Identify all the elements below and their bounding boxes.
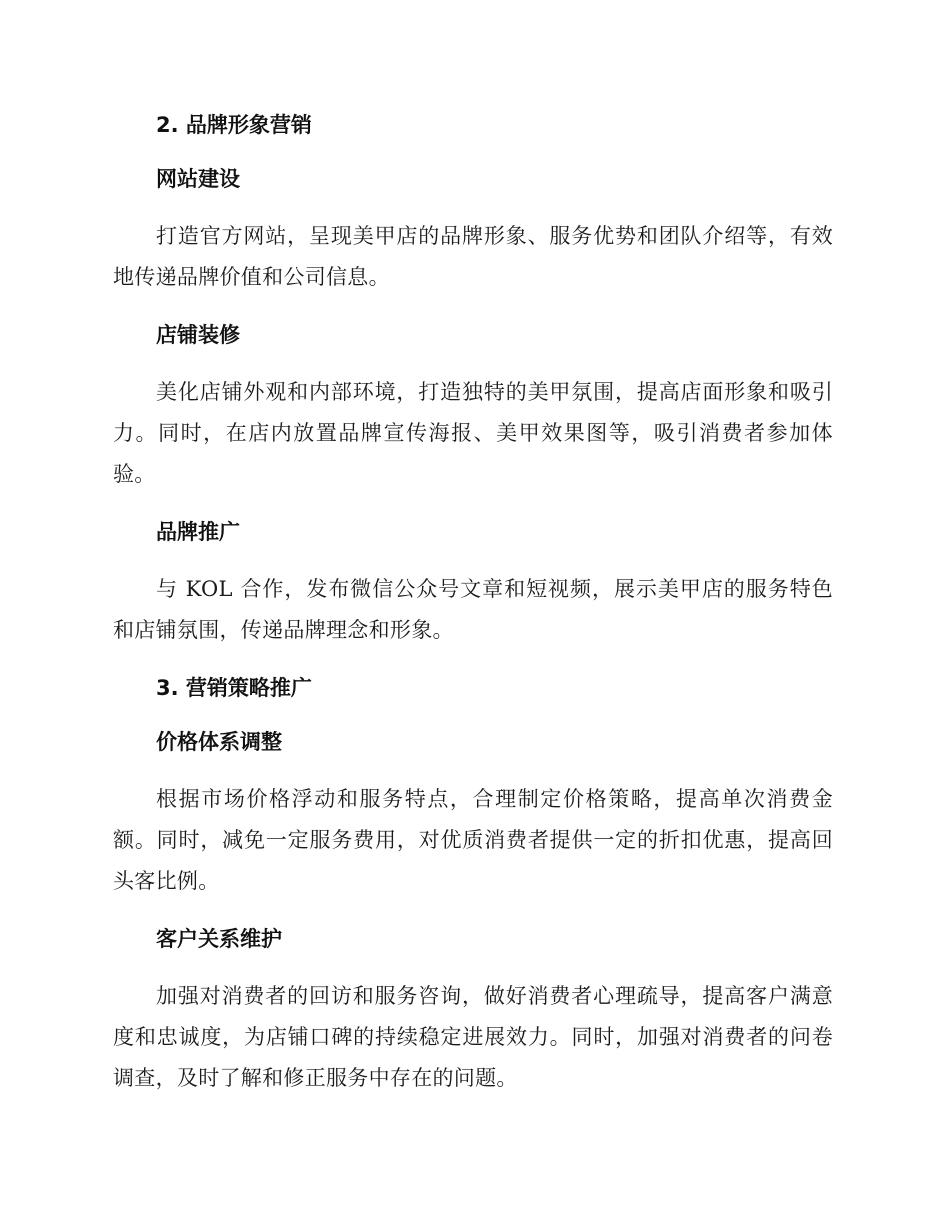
subheading-website-building: 网站建设 (156, 167, 240, 191)
paragraph-brand-promotion: 与 KOL 合作，发布微信公众号文章和短视频，展示美甲店的服务特色和店铺氛围，传递品牌理念和形象。 (113, 577, 833, 642)
subheading-customer-relations: 客户关系维护 (156, 927, 282, 951)
section-heading-marketing-strategy: 3. 营销策略推广 (156, 676, 312, 700)
subheading-store-decoration: 店铺装修 (156, 323, 240, 347)
section-heading-brand-image-marketing: 2. 品牌形象营销 (156, 113, 312, 137)
document-body (113, 108, 833, 1119)
paragraph-price-system: 根据市场价格浮动和服务特点，合理制定价格策略，提高单次消费金额。同时，减免一定服务费用，对优质消费者提供一定的折扣优惠，提高回头客比例。 (113, 787, 833, 893)
paragraph-customer-relations: 加强对消费者的回访和服务咨询，做好消费者心理疏导，提高客户满意度和忠诚度，为店铺口碑的持续稳定进展效力。同时，加强对消费者的问卷调查，及时了解和修正服务中存在的问题。 (113, 984, 833, 1090)
paragraph-website-building: 打造官方网站，呈现美甲店的品牌形象、服务优势和团队介绍等，有效地传递品牌价值和公司信息。 (113, 224, 833, 289)
subheading-price-system: 价格体系调整 (156, 730, 282, 754)
paragraph-store-decoration: 美化店铺外观和内部环境，打造独特的美甲氛围，提高店面形象和吸引力。同时，在店内放置品牌宣传海报、美甲效果图等，吸引消费者参加体验。 (113, 380, 833, 486)
subheading-brand-promotion: 品牌推广 (156, 520, 240, 544)
